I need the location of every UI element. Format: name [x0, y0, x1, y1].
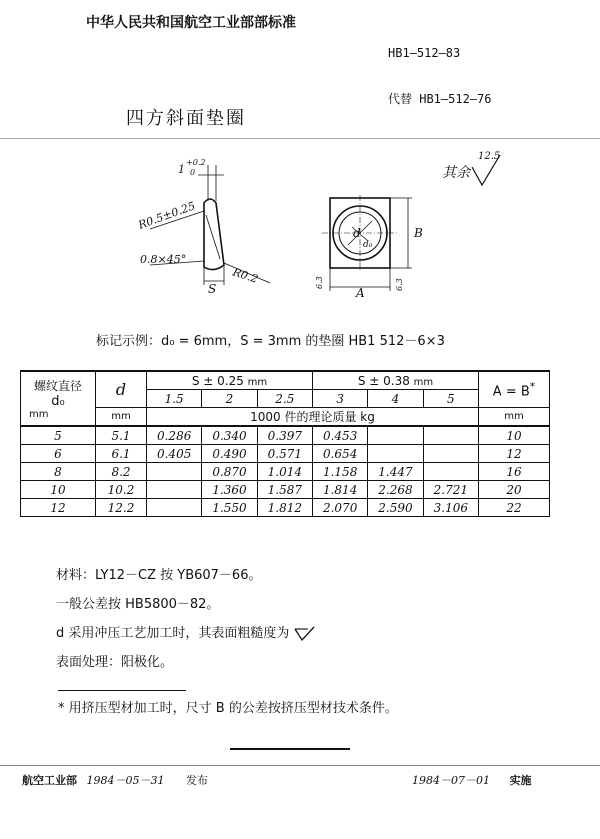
table-row	[21, 463, 550, 481]
dim-a: A	[356, 286, 365, 300]
table-cell: 5.1	[96, 426, 147, 445]
table-cell: 0.340	[202, 426, 257, 445]
table-cell: 20	[479, 481, 550, 499]
table-cell	[423, 463, 478, 481]
s-value: 2.5	[257, 390, 312, 408]
col-d-header: d	[96, 371, 147, 408]
dim-d: d	[353, 226, 361, 240]
table-cell: 1.814	[312, 481, 367, 499]
dim-do: d₀	[363, 240, 373, 250]
replaces-code: 代替 HB1—512—76	[388, 92, 492, 106]
table-cell: 1.447	[368, 463, 423, 481]
s-value: 5	[423, 390, 478, 408]
table-cell: 2.268	[368, 481, 423, 499]
s-value: 1.5	[147, 390, 202, 408]
col-ab-header: A = B*	[479, 371, 550, 408]
table-cell: 1.360	[202, 481, 257, 499]
table-cell: 12	[479, 445, 550, 463]
end-rule	[230, 748, 350, 750]
dim-thickness-tol-upper: +0.2	[186, 158, 206, 167]
note-surface-treatment: 表面处理：阳极化。	[56, 655, 174, 670]
col-ab-unit: mm	[479, 408, 550, 427]
dim-chamfer: 0.8×45°	[140, 253, 187, 266]
table-cell: 8	[21, 463, 96, 481]
footer-implementation	[412, 772, 532, 788]
note-material: 材料：LY12－CZ 按 YB607－66。	[56, 568, 262, 583]
s-value: 4	[368, 390, 423, 408]
units-row	[21, 408, 550, 427]
dim-b: B	[414, 226, 423, 240]
table-cell: 0.397	[257, 426, 312, 445]
footnote: * 用挤压型材加工时，尺寸 B 的公差按挤压型材技术条件。	[58, 701, 398, 716]
table-cell: 1.014	[257, 463, 312, 481]
table-cell: 1.587	[257, 481, 312, 499]
table-cell: 1.550	[202, 499, 257, 517]
footer-issue	[22, 772, 208, 788]
table-cell: 0.654	[312, 445, 367, 463]
table-cell: 2.070	[312, 499, 367, 517]
table-row	[21, 481, 550, 499]
dim-radius: R0.5±0.25	[136, 199, 197, 232]
footnote-rule	[58, 690, 186, 691]
col-thread-header: 螺纹直径 d₀ mm	[21, 371, 96, 426]
footer-impl-label: 实施	[509, 774, 532, 787]
table-cell: 10.2	[96, 481, 147, 499]
col-d-unit: mm	[96, 408, 147, 427]
table-header-row	[21, 371, 550, 390]
table-cell: 0.490	[202, 445, 257, 463]
table-cell: 6.1	[96, 445, 147, 463]
table-cell	[147, 499, 202, 517]
table-row	[21, 499, 550, 517]
table-row	[21, 426, 550, 445]
mass-header: 1000 件的理论质量 kg	[147, 408, 479, 427]
table-cell: 12	[21, 499, 96, 517]
footer-divider	[0, 765, 600, 766]
table-cell: 16	[479, 463, 550, 481]
table-cell: 22	[479, 499, 550, 517]
table-cell: 1.812	[257, 499, 312, 517]
dim-s: S	[208, 282, 217, 296]
table-cell	[147, 463, 202, 481]
standard-authority: 中华人民共和国航空工业部部标准	[86, 15, 296, 31]
table-cell: 0.453	[312, 426, 367, 445]
dim-63-right: 6.3	[395, 278, 404, 291]
roughness-mark-icon	[294, 626, 316, 642]
dim-thickness-tol-lower: 0	[190, 168, 196, 177]
footer-org: 航空工业部	[22, 774, 77, 787]
table-cell: 6	[21, 445, 96, 463]
table-cell: 2.721	[423, 481, 478, 499]
table-cell: 0.405	[147, 445, 202, 463]
table-cell	[423, 426, 478, 445]
table-cell: 0.870	[202, 463, 257, 481]
footer-impl-date: 1984－07－01	[412, 774, 490, 787]
marking-example: 标记示例：d₀ = 6mm，S = 3mm 的垫圈 HB1 512－6×3	[96, 334, 445, 349]
s-value: 2	[202, 390, 257, 408]
spec-table	[20, 370, 550, 517]
roughness-note: 其余	[442, 165, 470, 181]
washer-drawing	[120, 145, 520, 305]
roughness-value: 12.5	[478, 151, 501, 162]
table-cell: 8.2	[96, 463, 147, 481]
footer-issue-label: 发布	[186, 774, 208, 787]
table-cell: 0.286	[147, 426, 202, 445]
table-cell: 12.2	[96, 499, 147, 517]
dim-thickness: 1	[178, 163, 185, 176]
header-divider	[0, 138, 600, 139]
table-cell: 5	[21, 426, 96, 445]
table-cell	[423, 445, 478, 463]
table-cell: 10	[21, 481, 96, 499]
dim-r02: R0.2	[231, 265, 260, 286]
dim-63-left: 6.3	[315, 276, 324, 289]
note-tolerance: 一般公差按 HB5800－82。	[56, 597, 220, 612]
standard-code: HB1—512—83	[388, 46, 461, 60]
table-row	[21, 445, 550, 463]
table-cell	[368, 445, 423, 463]
group1-header: S ± 0.25 mm	[147, 371, 313, 390]
table-cell: 1.158	[312, 463, 367, 481]
page-title: 四方斜面垫圈	[126, 108, 246, 129]
group2-header: S ± 0.38 mm	[312, 371, 478, 390]
table-cell	[368, 426, 423, 445]
table-cell: 2.590	[368, 499, 423, 517]
side-section-view	[150, 165, 270, 285]
table-cell: 0.571	[257, 445, 312, 463]
table-cell	[147, 481, 202, 499]
note-roughness: d 采用冲压工艺加工时，其表面粗糙度为	[56, 622, 316, 642]
footer-issue-date: 1984－05－31	[86, 774, 165, 787]
table-cell: 3.106	[423, 499, 478, 517]
s-value: 3	[312, 390, 367, 408]
table-cell: 10	[479, 426, 550, 445]
